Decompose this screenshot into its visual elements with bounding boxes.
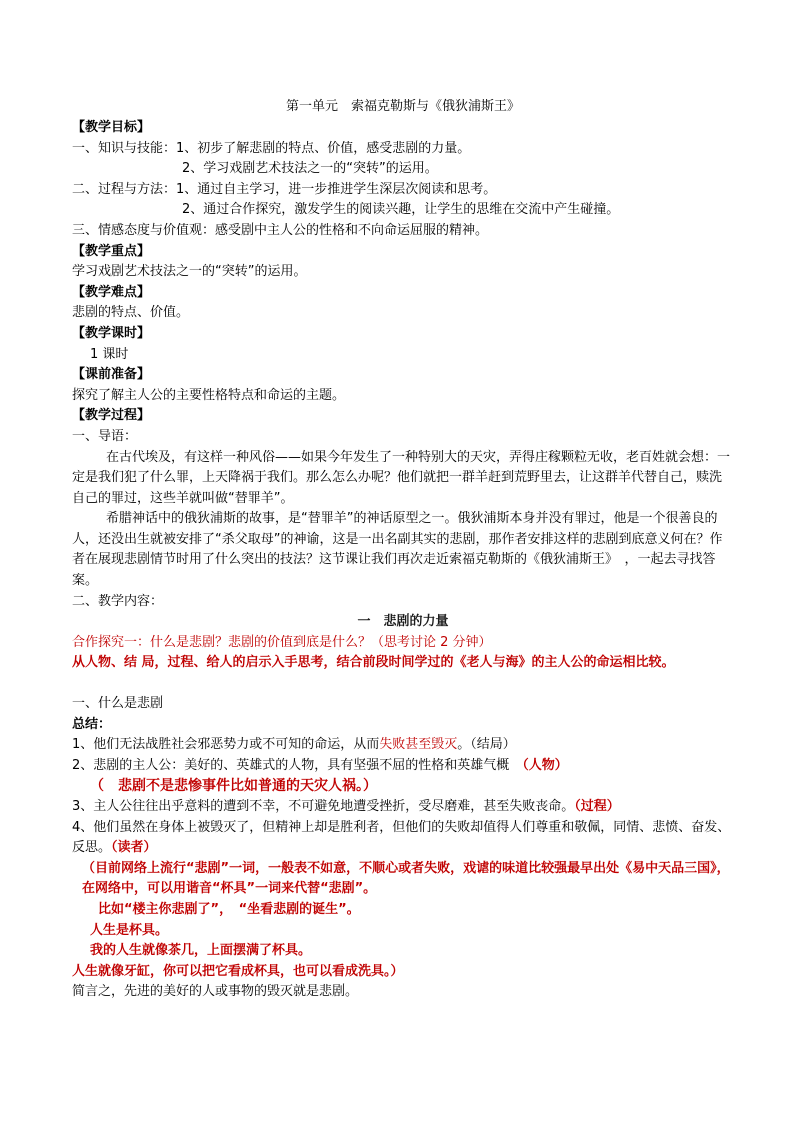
- item-1-text: 1、他们无法战胜社会邪恶势力或不可知的命运，从而: [72, 737, 380, 753]
- item-1-highlight: 失败甚至毁灭: [379, 737, 458, 753]
- unit-title: 第一单元 索福克勒斯与《俄狄浦斯王》: [285, 99, 520, 114]
- web-note-4: 我的人生就像茶几，上面摆满了杯具。: [90, 943, 312, 959]
- coop-question: 合作探究一：什么是悲剧？悲剧的价值到底是什么？（思考讨论 2 分钟）: [72, 634, 492, 650]
- coop-hint: 从人物、结 局，过程、给人的启示入手思考，结合前段时间学过的《老人与海》的主人公的命运相比较。: [72, 655, 675, 671]
- goals-heading: 【教学目标】: [72, 120, 151, 135]
- goals-line-1: 一、知识与技能：1、初步了解悲剧的特点、价值，感受悲剧的力量。: [72, 140, 471, 156]
- section-title: 一 悲剧的力量: [357, 614, 449, 630]
- spacer: [72, 674, 734, 694]
- summary-item-3: [72, 797, 734, 818]
- difficulty-heading: 【教学难点】: [72, 284, 151, 300]
- web-note-2: 比如“楼主你悲剧了”， “坐看悲剧的诞生”。: [98, 901, 360, 917]
- process-heading: 【教学过程】: [72, 408, 151, 424]
- summary-note: （ 悲剧不是悲惨事件比如普通的天灾人祸。）: [90, 778, 377, 795]
- prep-heading: 【课前准备】: [72, 367, 151, 383]
- summary-item-1: [72, 735, 734, 756]
- conclusion: 简言之，先进的美好的人或事物的毁灭就是悲剧。: [72, 984, 359, 1000]
- hours-heading: 【教学课时】: [72, 325, 151, 341]
- summary-item-2: [72, 756, 734, 777]
- web-note-5: 人生就像牙缸，你可以把它看成杯具，也可以看成洗具。）: [72, 963, 404, 979]
- summary-label: 总结：: [72, 716, 112, 732]
- content-label: 二、教学内容：: [72, 593, 164, 609]
- goals-line-4: 2、通过合作探究，激发学生的阅读兴趣，让学生的思维在交流中产生碰撞。: [182, 202, 620, 218]
- goals-line-5: 三、情感态度与价值观：感受剧中主人公的性格和不向命运屈服的精神。: [72, 222, 489, 238]
- item-3-text: 3、主人公往往出乎意料的遭到不幸，不可避免地遭受挫折，受尽磨难，甚至失败丧命。: [72, 799, 575, 814]
- item-1-tag: 。（结局）: [457, 737, 516, 753]
- web-note-3: 人生是杯具。: [90, 922, 169, 938]
- goals-line-2: 2、学习戏剧艺术技法之一的“突转”的运用。: [182, 161, 438, 177]
- what-heading: 一、什么是悲剧: [72, 696, 164, 712]
- item-4-text: 4、他们虽然在身体上被毁灭了，但精神上却是胜利者，但他们的失败却值得人们尊重和敬佩，同情、悲愤、奋发、反思。: [72, 819, 731, 856]
- intro-paragraph-2: 希腊神话中的俄狄浦斯的故事，是“替罪羊”的神话原型之一。俄狄浦斯本身并没有罪过，他是一个很善良的人，还没出生就被安排了“杀父取母”的神谕，这是一出名副其实的悲剧，那作者安排这样的悲剧到底意义何在？作者在展现悲剧情节时用了什么突出的技法？这节课让我们再次走近索福克勒斯的《俄狄浦斯王》 ，一起去寻找答案。: [72, 511, 723, 589]
- item-2-tag: （人物）: [522, 757, 568, 773]
- focus-heading: 【教学重点】: [72, 243, 151, 259]
- difficulty-text: 悲剧的特点、价值。: [72, 305, 190, 321]
- item-2-text: 2、悲剧的主人公：美好的、英雄式的人物，具有坚强不屈的性格和英雄气概: [72, 757, 523, 773]
- item-4-tag: （读者）: [111, 840, 157, 856]
- hours-text: 1 课时: [90, 346, 129, 362]
- item-3-tag: （过程）: [574, 799, 620, 814]
- intro-label: 一、导语：: [72, 428, 138, 444]
- summary-item-4: [72, 818, 734, 859]
- intro-paragraph-1: 在古代埃及，有这样一种风俗——如果今年发生了一种特别大的天灾，弄得庄稼颗粒无收，老百姓就会想：一定是我们犯了什么罪，上天降祸于我们。那么怎么办呢？他们就把一群羊赶到荒野里去，让这群羊代替自己，赎洗自己的罪过，这些羊就叫做“替罪羊”。: [72, 449, 731, 506]
- prep-text: 探究了解主人公的主要性格特点和命运的主题。: [72, 387, 346, 403]
- web-note-1: （目前网络上流行“悲剧”一词，一般表不如意，不顺心或者失败，戏谑的味道比较强最早出处《易中天品三国》，在网络中，可以用谐音“杯具”一词来代替“悲剧”。: [82, 860, 730, 897]
- focus-text: 学习戏剧艺术技法之一的“突转”的运用。: [72, 264, 307, 280]
- goals-line-3: 二、过程与方法：1、通过自主学习，进一步推进学生深层次阅读和思考。: [72, 181, 497, 197]
